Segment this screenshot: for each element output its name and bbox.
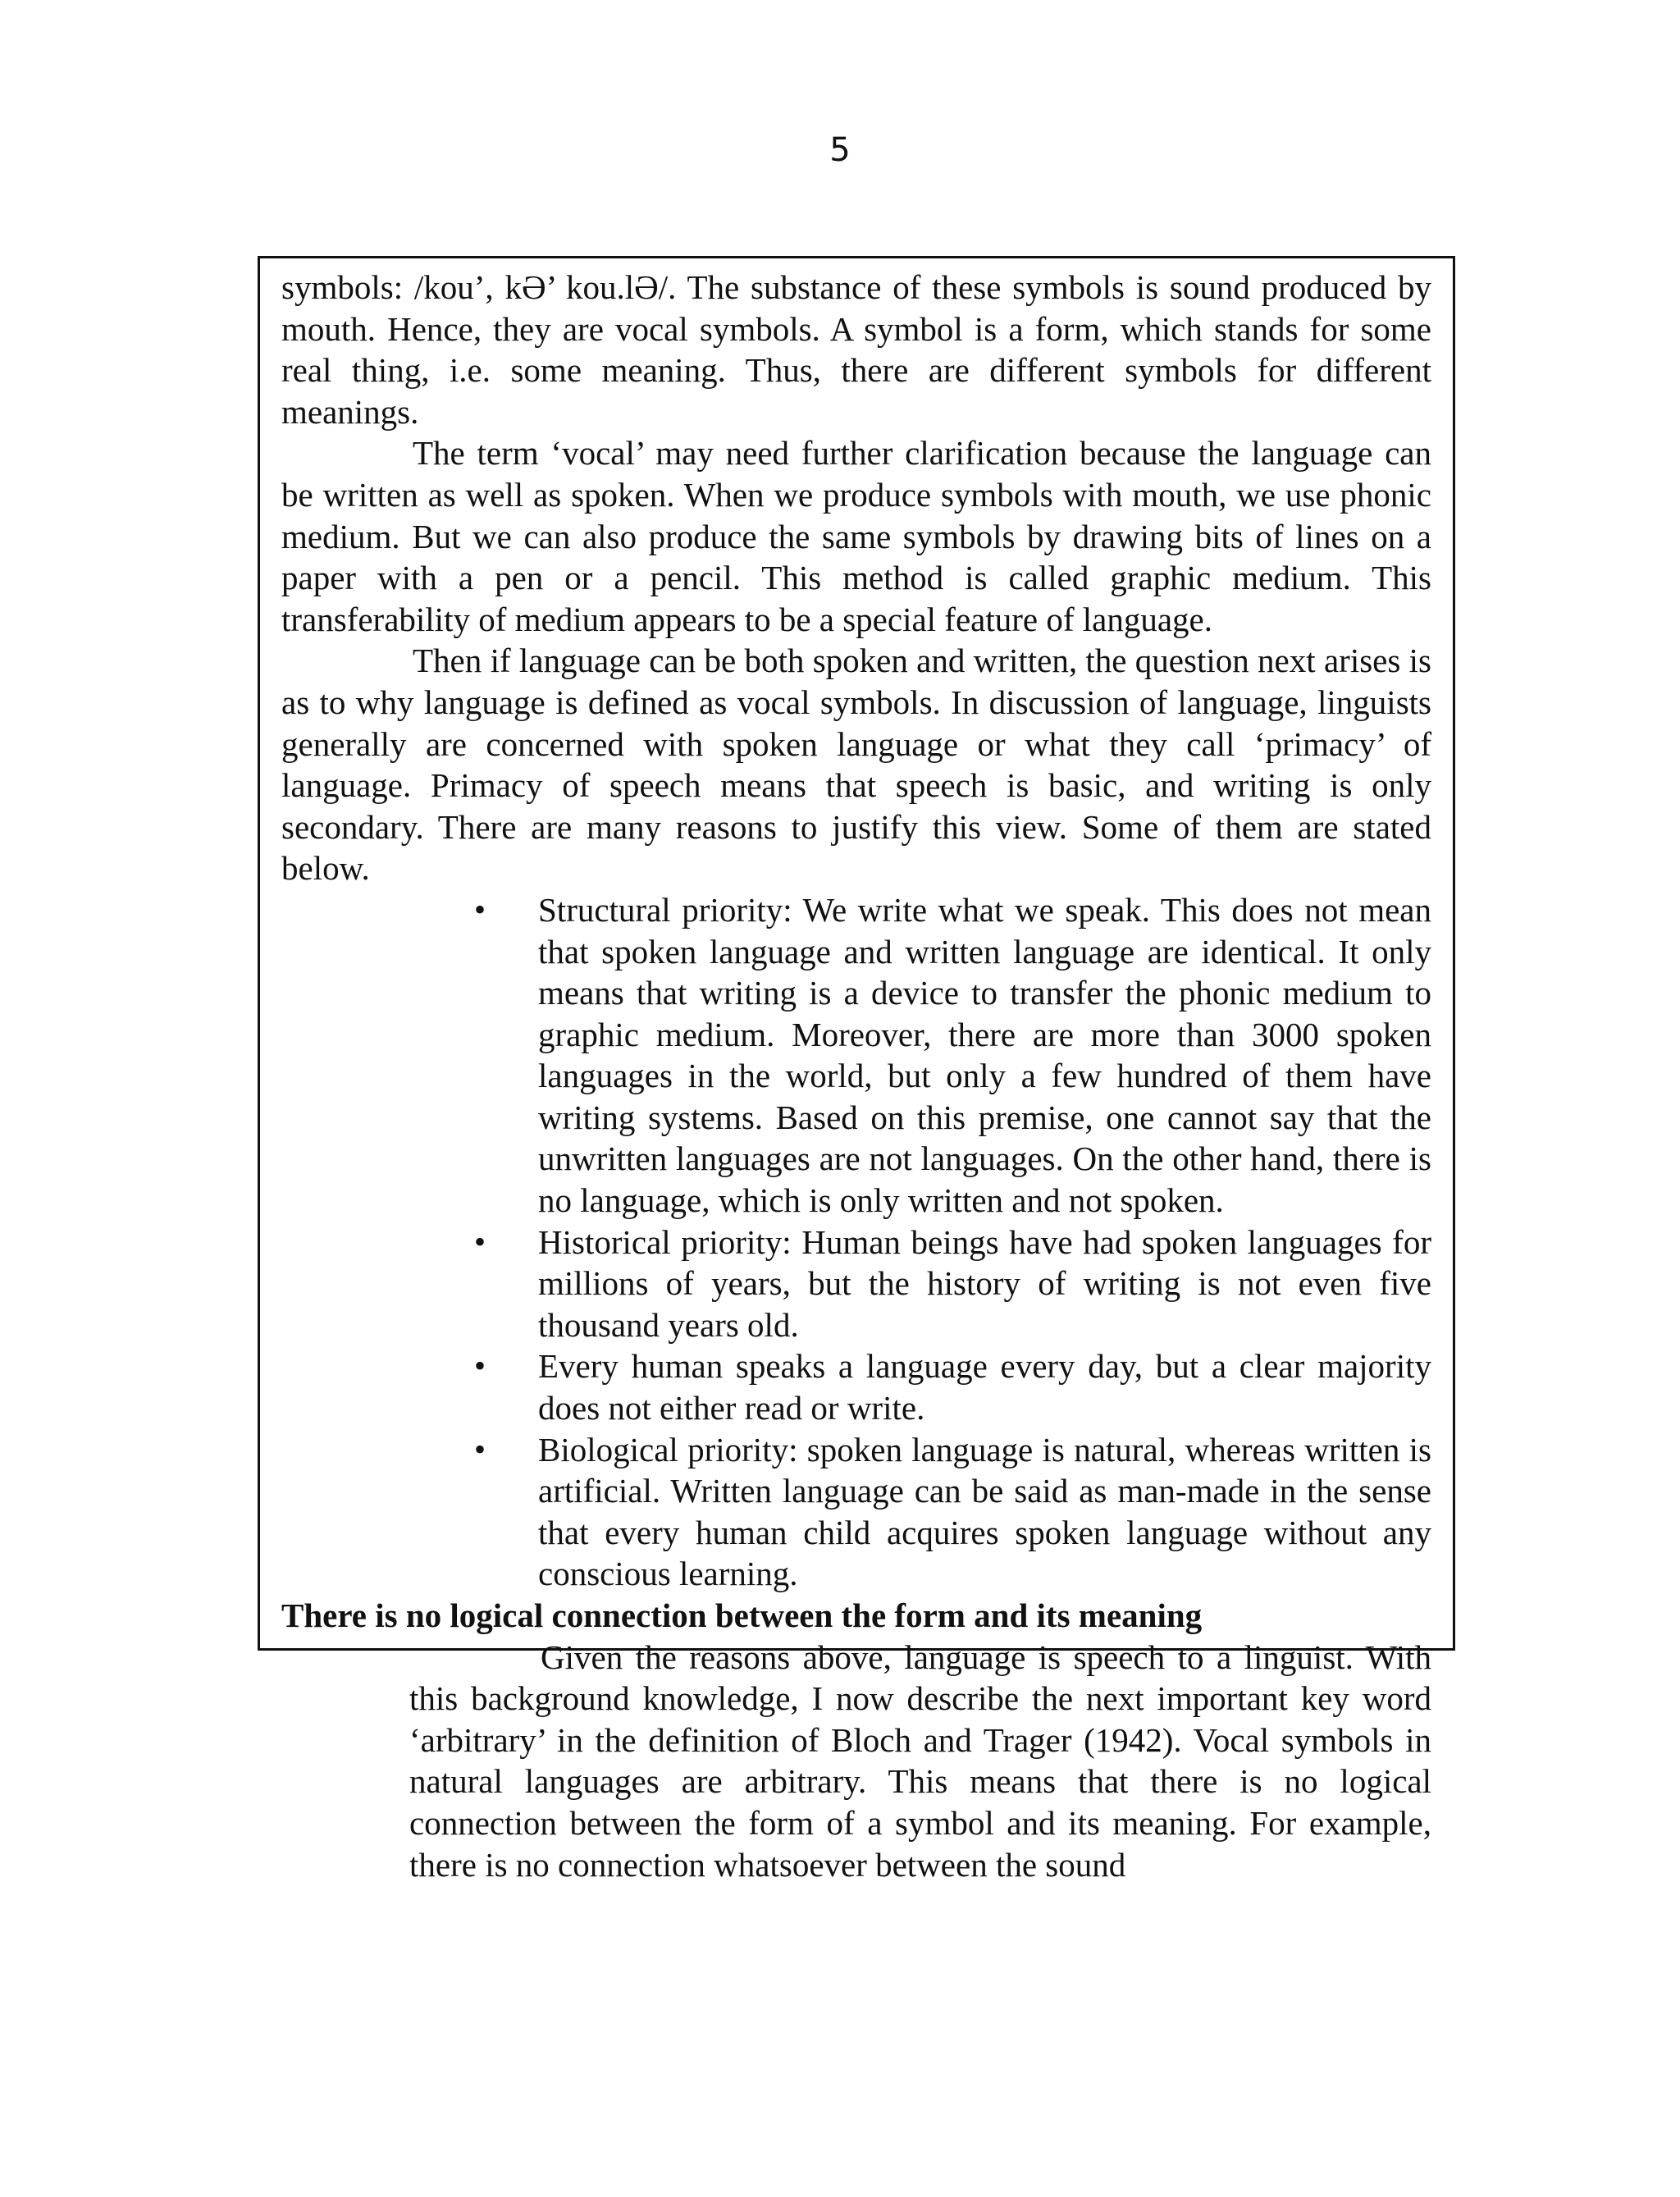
page-number: 5 xyxy=(829,131,851,169)
bullet-icon: • xyxy=(474,890,486,928)
section-heading: There is no logical connection between the form and its meaning xyxy=(281,1596,1203,1634)
list-item xyxy=(474,1429,1431,1595)
list-item xyxy=(474,1345,1431,1428)
paragraph-vocal: The term ‘vocal’ may need further clarification because the language can be written as well as spoken. When we produce symbols with mouth, we use phonic medium. But we can also produce the same symbols by drawing bits of lines on a paper with a pen or a pencil. This method is called graphic medium. This transferability of medium appears to be a special feature of language. xyxy=(281,434,1431,638)
list-item-text: Historical priority: Human beings have had spoken languages for millions of years, but the history of writing is not even five thousand years old. xyxy=(538,1222,1431,1344)
priority-list xyxy=(281,889,1431,1595)
bullet-icon: • xyxy=(474,1222,486,1260)
bullet-icon: • xyxy=(474,1347,486,1385)
bullet-icon: • xyxy=(474,1430,486,1468)
list-item xyxy=(474,1222,1431,1346)
list-item-text: Biological priority: spoken language is natural, whereas written is artificial. Written language can be said as man-made in the sense that every human child acquires spoken language without any conscious learning. xyxy=(538,1430,1431,1593)
list-item-text: Every human speaks a language every day, but a clear majority does not either read or write. xyxy=(538,1347,1431,1427)
list-item-text: Structural priority: We write what we speak. This does not mean that spoken language and written language are identical. It only means that writing is a device to transfer the phonic medium to graphic medium. Moreover, there are more than 3000 spoken languages in the world, but only a few hundred of them have writing systems. Based on this premise, one cannot say that the unwritten languages are not languages. On the other hand, there is no language, which is only written and not spoken. xyxy=(538,890,1431,1220)
paragraph-primacy: Then if language can be both spoken and written, the question next arises is as to why language is defined as vocal symbols. In discussion of language, linguists generally are concerned with spoken language or what they call ‘primacy’ of language. Primacy of speech means that speech is basic, and writing is only secondary. There are many reasons to justify this view. Some of them are stated below. xyxy=(281,642,1431,888)
text-box xyxy=(258,256,1455,1884)
closing-block xyxy=(409,1637,1431,1886)
paragraph-symbols: symbols: /kou’, kƏ’ kou.lƏ/. The substance of these symbols is sound produced by mouth. Hence, they are vocal symbols. A symbol is a form, which stands for some real thing, i.e. some meaning. Thus, there are different symbols for different meanings. xyxy=(281,268,1431,431)
paragraph-arbitrary: Given the reasons above, language is speech to a linguist. With this background knowledge, I now describe the next important key word ‘arbitrary’ in the definition of Bloch and Trager (1942). Vocal symbols in natural languages are arbitrary. This means that there is no logical connection between the form of a symbol and its meaning. For example, there is no connection whatsoever between the sound xyxy=(409,1637,1431,1884)
list-item xyxy=(474,889,1431,1222)
